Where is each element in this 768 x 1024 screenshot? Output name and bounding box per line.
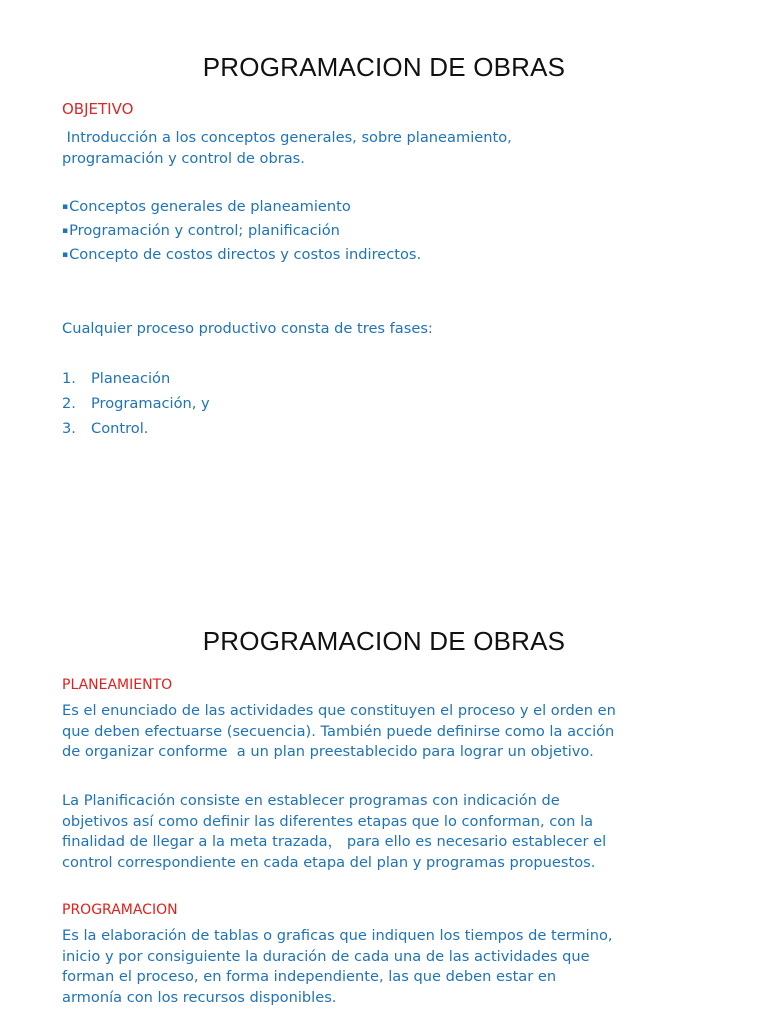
phase-text: Control.	[91, 420, 149, 437]
planeamiento-heading: PLANEAMIENTO	[62, 677, 173, 693]
bullet-mark-icon: ▪	[62, 202, 69, 212]
phase-item	[62, 416, 210, 441]
bullet-text: Programación y control; planificación	[69, 222, 340, 239]
concepts-bullet-list	[62, 195, 421, 267]
slide-1-title: PROGRAMACION DE OBRAS	[202, 52, 566, 82]
objective-text-line: Introducción a los conceptos generales, sobre planeamiento,	[62, 129, 512, 146]
bullet-mark-icon: ▪	[62, 226, 69, 236]
programacion-paragraph	[62, 926, 722, 1008]
planificacion-paragraph	[62, 791, 722, 873]
programacion-heading: PROGRAMACION	[62, 902, 178, 918]
bullet-text: Conceptos generales de planeamiento	[69, 198, 351, 215]
phase-item	[62, 366, 210, 391]
paragraph-line: finalidad de llegar a la meta trazada， para ello es necesario establecer el	[62, 833, 607, 850]
phase-text: Planeación	[91, 370, 171, 387]
objective-heading: OBJETIVO	[62, 100, 134, 118]
phase-item	[62, 391, 210, 416]
paragraph-line: La Planificación consiste en establecer programas con indicación de	[62, 792, 560, 809]
bullet-mark-icon: ▪	[62, 250, 69, 260]
objective-text	[62, 128, 722, 169]
slide-2	[0, 580, 768, 1024]
phases-intro: Cualquier proceso productivo consta de tres fases:	[62, 320, 433, 337]
phase-number: 3.	[62, 420, 76, 437]
bullet-item	[62, 195, 421, 219]
paragraph-line: control correspondiente en cada etapa del plan y programas propuestos.	[62, 853, 596, 871]
paragraph-line: Es la elaboración de tablas o graficas que indiquen los tiempos de termino,	[62, 927, 613, 944]
slide-2-title: PROGRAMACION DE OBRAS	[202, 626, 566, 656]
phases-list	[62, 366, 210, 441]
paragraph-line: de organizar conforme a un plan preestablecido para lograr un objetivo.	[62, 743, 594, 760]
paragraph-line: armonía con los recursos disponibles.	[62, 988, 337, 1006]
planeamiento-paragraph	[62, 701, 722, 763]
paragraph-line: objetivos así como definir las diferentes etapas que lo conforman, con la	[62, 812, 594, 830]
paragraph-line: Es el enunciado de las actividades que constituyen el proceso y el orden en	[62, 702, 616, 719]
bullet-text: Concepto de costos directos y costos indirectos.	[69, 246, 422, 263]
phase-text: Programación, y	[91, 395, 210, 412]
paragraph-line: que deben efectuarse (secuencia). También puede definirse como la acción	[62, 722, 615, 740]
bullet-item	[62, 243, 421, 267]
bullet-item	[62, 219, 421, 243]
objective-text-line: programación y control de obras.	[62, 149, 305, 167]
paragraph-line: forman el proceso, en forma independiente, las que deben estar en	[62, 968, 557, 985]
phase-number: 1.	[62, 370, 76, 387]
paragraph-line: inicio y por consiguiente la duración de cada una de las actividades que	[62, 947, 590, 965]
phase-number: 2.	[62, 395, 76, 412]
